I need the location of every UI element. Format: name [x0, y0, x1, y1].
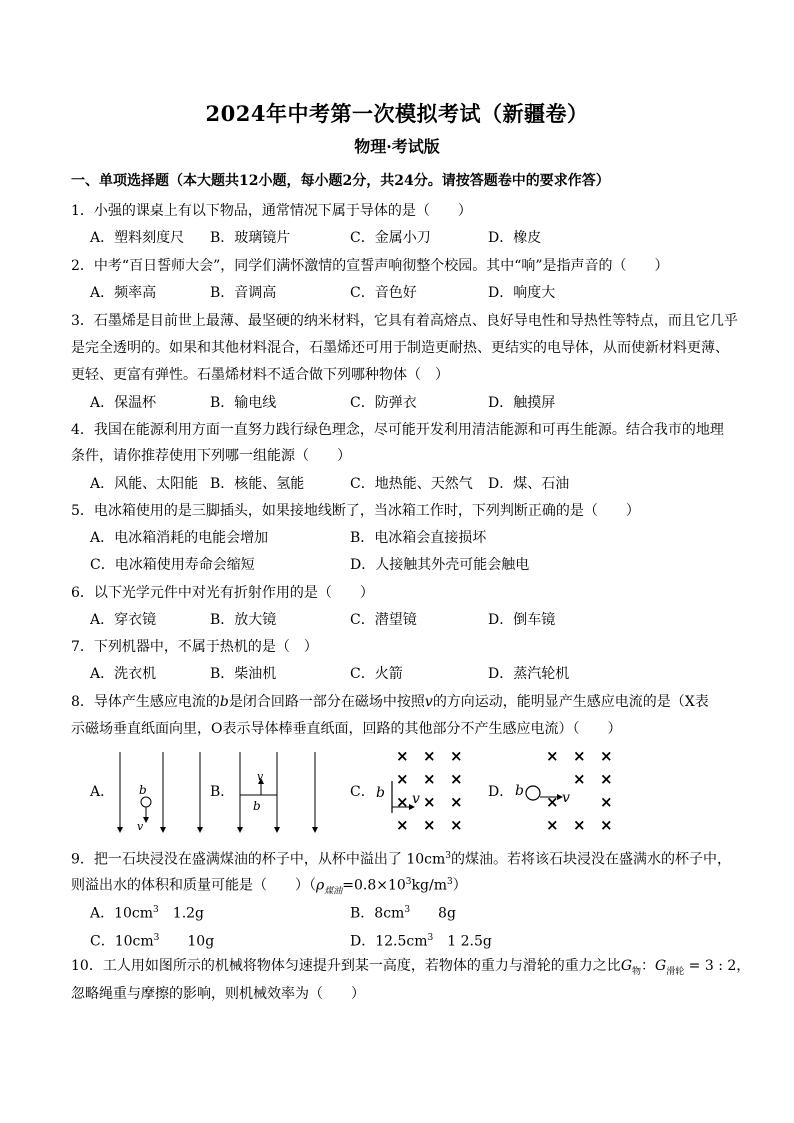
q8-d-field-mark: ×	[546, 816, 559, 834]
q8-diagram-b	[195, 750, 325, 835]
q8-d-field-mark: ×	[546, 793, 559, 811]
q3-option-b: B．输电线	[210, 395, 277, 411]
q6-option-c: C．潜望镜	[350, 612, 417, 628]
q8-d-field-mark: ×	[600, 816, 613, 834]
q8-option-b: B．	[210, 784, 235, 800]
q7-option-b: B．柴油机	[210, 666, 277, 682]
q6-option-d: D．倒车镜	[488, 612, 556, 628]
q1-stem: 1．小强的课桌上有以下物品，通常情况下属于导体的是（ ）	[71, 203, 472, 219]
q9-line-2: 则溢出水的体积和质量可能是（ ）$(\rho_{煤油}=0.8\times 10^3kg/m^3)$	[71, 877, 467, 897]
q8-option-c: C．	[350, 784, 375, 800]
q8-diagram-c	[372, 745, 472, 835]
q8-c-field-mark: ×	[450, 793, 463, 811]
q2-option-c: C．音色好	[350, 285, 417, 301]
q9-option-a: A．$10cm^3$ 1.2g	[90, 905, 205, 922]
q8-c-field-mark: ×	[396, 747, 409, 765]
q2-option-b: B．音调高	[210, 285, 277, 301]
q8-d-field-mark: ×	[573, 816, 586, 834]
q3-option-a: A．保温杯	[90, 395, 157, 411]
q8-line-1: 8．导体产生感应电流的b是闭合回路一部分在磁场中按照v的方向运动，能明显产生感应电流的是（X表	[71, 694, 709, 710]
page-title: 2024年中考第一次模拟考试（新疆卷）	[205, 101, 589, 126]
q4-option-d: D．煤、石油	[488, 476, 570, 492]
q8-d-field-mark: ×	[573, 747, 586, 765]
q8-b-label-b: b	[253, 799, 261, 813]
q5-stem: 5．电冰箱使用的是三脚插头，如果接地线断了，当冰箱工作时，下列判断正确的是（ ）	[71, 503, 640, 519]
q10-line-1: 10．工人用如图所示的机械将物体匀速提升到某一高度，若物体的重力与滑轮的重力之比$G_物$：$G_{滑轮} = 3$ : 2，	[71, 958, 751, 977]
q8-diagram-d	[512, 745, 622, 835]
q1-option-c: C．金属小刀	[350, 230, 431, 246]
q4-line-2: 条件，请你推荐使用下列哪一组能源（ ）	[71, 448, 351, 464]
q8-a-label-b: b	[139, 783, 147, 797]
q4-line-1: 4．我国在能源利用方面一直努力践行绿色理念，尽可能开发利用清洁能源和可再生能源。结合我市的地理	[71, 422, 724, 438]
q8-c-label-v: v	[412, 791, 420, 807]
q7-option-d: D．蒸汽轮机	[488, 666, 570, 682]
q5-option-d: D．人接触其外壳可能会触电	[350, 557, 530, 573]
q1-option-d: D．橡皮	[488, 230, 542, 246]
q2-option-a: A．频率高	[90, 285, 157, 301]
q3-option-d: D．触摸屏	[488, 395, 556, 411]
q8-d-field-mark: ×	[546, 747, 559, 765]
q9-line-1: 9．把一石块浸没在盛满煤油的杯子中，从杯中溢出了 $10cm^3$的煤油。若将该石块浸没在盛满水的杯子中，	[71, 851, 732, 868]
q8-d-field-mark: ×	[600, 793, 613, 811]
q1-option-a: A．塑料刻度尺	[90, 230, 185, 246]
q8-diagram-a	[115, 750, 180, 835]
q6-option-b: B．放大镜	[210, 612, 277, 628]
q7-stem: 7．下列机器中，不属于热机的是（ ）	[71, 639, 318, 655]
q2-option-d: D．响度大	[488, 285, 556, 301]
q3-option-c: C．防弹衣	[350, 395, 417, 411]
q4-option-a: A．风能、太阳能	[90, 476, 199, 492]
q8-c-field-mark: ×	[450, 816, 463, 834]
q10-line-2: 忽略绳重与摩擦的影响，则机械效率为（ ）	[71, 986, 365, 1002]
q8-d-field-mark: ×	[600, 770, 613, 788]
q9-option-b: B．$8cm^3$ 8g	[350, 905, 456, 922]
q8-b-label-v: v	[257, 770, 264, 783]
q8-c-field-mark: ×	[396, 770, 409, 788]
q6-option-a: A．穿衣镜	[90, 612, 157, 628]
q8-d-field-mark: ×	[573, 770, 586, 788]
q6-stem: 6．以下光学元件中对光有折射作用的是（ ）	[71, 585, 374, 601]
q7-option-a: A．洗衣机	[90, 666, 157, 682]
q3-line-1: 3．石墨烯是目前世上最薄、最坚硬的纳米材料，它具有着高熔点、良好导电性和导热性等特点，而且它几乎	[71, 313, 738, 329]
q5-option-c: C．电冰箱使用寿命会缩短	[90, 557, 255, 573]
q8-d-label-v: v	[562, 790, 570, 806]
q8-c-field-mark: ×	[396, 816, 409, 834]
q7-option-c: C．火箭	[350, 666, 403, 682]
q8-d-field-mark: ×	[600, 747, 613, 765]
section-heading: 一、单项选择题（本大题共12小题，每小题2分，共24分。请按答题卷中的要求作答）	[71, 173, 610, 189]
q8-c-field-mark: ×	[450, 770, 463, 788]
q8-option-d: D．	[488, 784, 514, 800]
q3-line-2: 是完全透明的。如果和其他材料混合，石墨烯还可用于制造更耐热、更结实的电导体，从而使新材料更薄、	[71, 340, 729, 356]
q9-option-c: C．$10cm^3$ 10g	[90, 933, 215, 950]
q8-c-field-mark: ×	[396, 793, 409, 811]
q8-c-field-mark: ×	[423, 747, 436, 765]
q4-option-c: C．地热能、天然气	[350, 476, 473, 492]
q8-c-field-mark: ×	[423, 816, 436, 834]
q8-c-label-b: b	[376, 785, 385, 801]
q8-a-label-v: v	[137, 820, 144, 833]
q5-option-b: B．电冰箱会直接损坏	[350, 530, 487, 546]
q9-option-d: D．$12.5cm^3$ 1 2.5g	[350, 933, 492, 950]
q5-option-a: A．电冰箱消耗的电能会增加	[90, 530, 269, 546]
q8-c-field-mark: ×	[423, 770, 436, 788]
q8-line-2: 示磁场垂直纸面向里，O表示导体棒垂直纸面，回路的其他部分不产生感应电流）（ ）	[71, 721, 622, 737]
q4-option-b: B．核能、氢能	[210, 476, 305, 492]
q1-option-b: B．玻璃镜片	[210, 230, 291, 246]
q8-c-field-mark: ×	[423, 793, 436, 811]
q3-line-3: 更轻、更富有弹性。石墨烯材料不适合做下列哪种物体（ ）	[71, 367, 449, 383]
q8-c-field-mark: ×	[450, 747, 463, 765]
page-subtitle: 物理·考试版	[354, 137, 440, 156]
q8-option-a: A．	[90, 784, 115, 800]
q8-d-label-b: b	[515, 783, 524, 799]
q2-stem: 2．中考“百日誓师大会”，同学们满怀激情的宣誓声响彻整个校园。其中“响”是指声音的（ ）	[71, 258, 669, 274]
